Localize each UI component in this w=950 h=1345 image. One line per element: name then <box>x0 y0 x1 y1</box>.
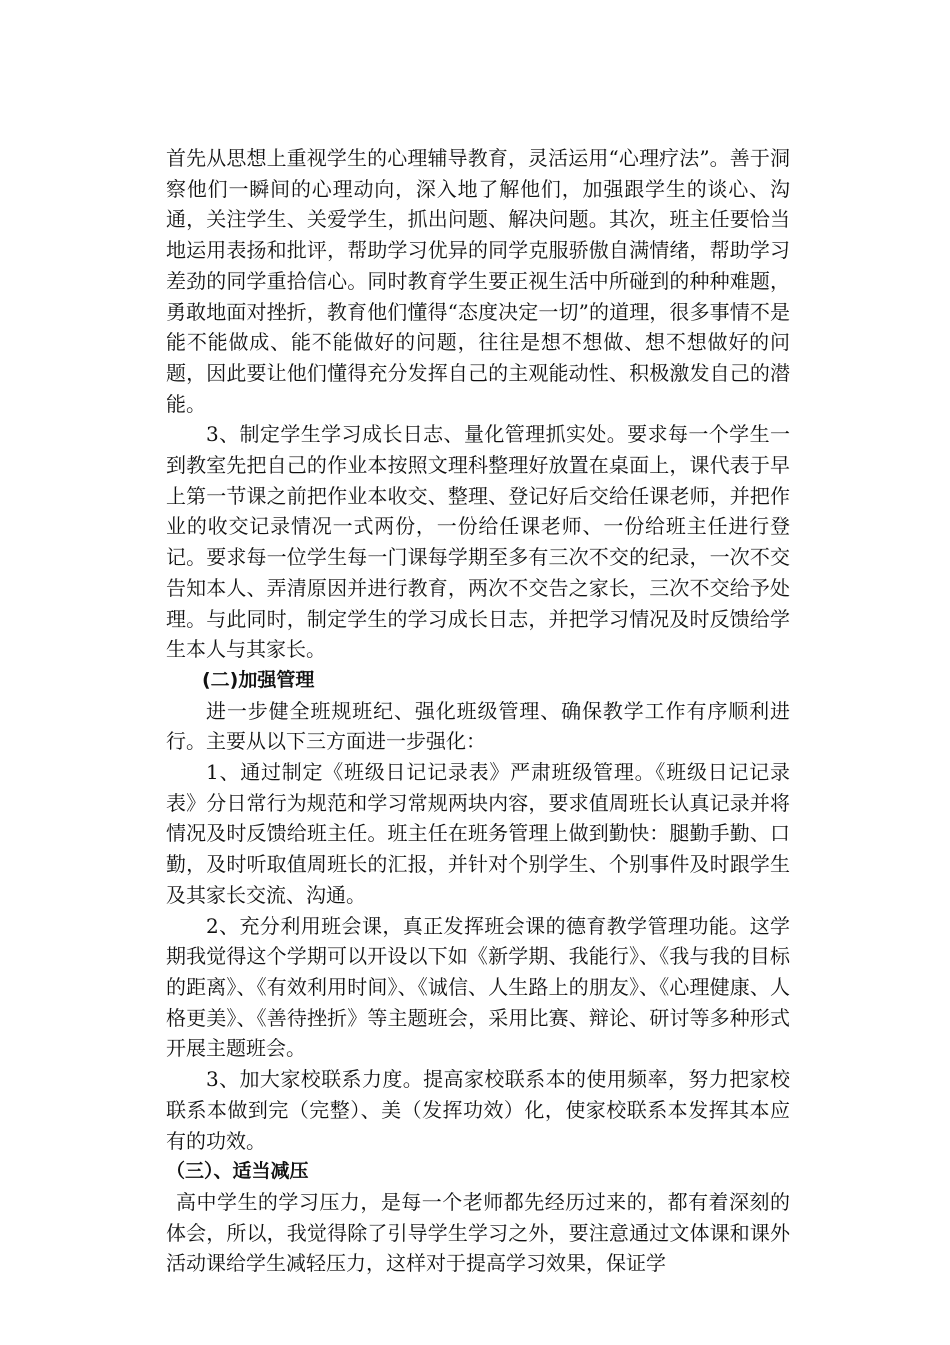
section-heading-strengthen-management: (二)加强管理 <box>202 668 315 691</box>
paragraph-class-rules: 进一步健全班规班纪、强化班级管理、确保教学工作有序顺利进行。主要从以下三方面进一步强化： <box>166 698 790 754</box>
paragraph-growth-log: 3、制定学生学习成长日志、量化管理抓实处。要求每一个学生一到教室先把自己的作业本按照文理科整理好放置在桌面上，课代表于早上第一节课之前把作业本收交、整理、登记好后交给任课老师，并把作业的收交记录情况一式两份，一份给任课老师、一份给班主任进行登记。要求每一位学生每一门课每学期至多有三次不交的纪录，一次不交告知本人、弄清原因并进行教育，两次不交告之家长，三次不交给予处理。与此同时，制定学生的学习成长日志，并把学习情况及时反馈给学生本人与其家长。 <box>166 422 790 662</box>
paragraph-class-meeting: 2、充分利用班会课，真正发挥班会课的德育教学管理功能。这学期我觉得这个学期可以开设以下如《新学期、我能行》、《我与我的目标的距离》、《有效利用时间》、《诚信、人生路上的朋友》、《心理健康、人格更美》、《善待挫折》等主题班会，采用比赛、辩论、研讨等多种形式开展主题班会。 <box>166 913 790 1061</box>
paragraph-home-school-contact: 3、加大家校联系力度。提高家校联系本的使用频率，努力把家校联系本做到完（完整）、美（发挥功效）化，使家校联系本发挥其本应有的功效。 <box>166 1067 790 1153</box>
paragraph-study-pressure: 高中学生的学习压力，是每一个老师都先经历过来的，都有着深刻的体会，所以，我觉得除了引导学生学习之外，要注意通过文体课和课外活动课给学生减轻压力，这样对于提高学习效果，保证学 <box>166 1189 790 1276</box>
paragraph-class-diary: 1、通过制定《班级日记记录表》严肃班级管理。《班级日记记录表》分日常行为规范和学习常规两块内容，要求值周班长认真记录并将情况及时反馈给班主任。班主任在班务管理上做到勤快：腿勤手勤、口勤，及时听取值周班长的汇报，并针对个别学生、个别事件及时跟学生及其家长交流、沟通。 <box>166 760 790 907</box>
section-heading-reduce-pressure: （三）、适当减压 <box>166 1160 309 1183</box>
document-page <box>166 143 790 1279</box>
paragraph-psychological-guidance: 首先从思想上重视学生的心理辅导教育，灵活运用“心理疗法”。善于洞察他们一瞬间的心理动向，深入地了解他们，加强跟学生的谈心、沟通，关注学生、关爱学生，抓出问题、解决问题。其次，班主任要恰当地运用表扬和批评，帮助学习优异的同学克服骄傲自满情绪，帮助学习差劲的同学重拾信心。同时教育学生要正视生活中所碰到的种种难题，勇敢地面对挫折，教育他们懂得“态度决定一切”的道理，很多事情不是能不能做成、能不能做好的问题，往往是想不想做、想不想做好的问题，因此要让他们懂得充分发挥自己的主观能动性、积极激发自己的潜能。 <box>166 146 790 416</box>
